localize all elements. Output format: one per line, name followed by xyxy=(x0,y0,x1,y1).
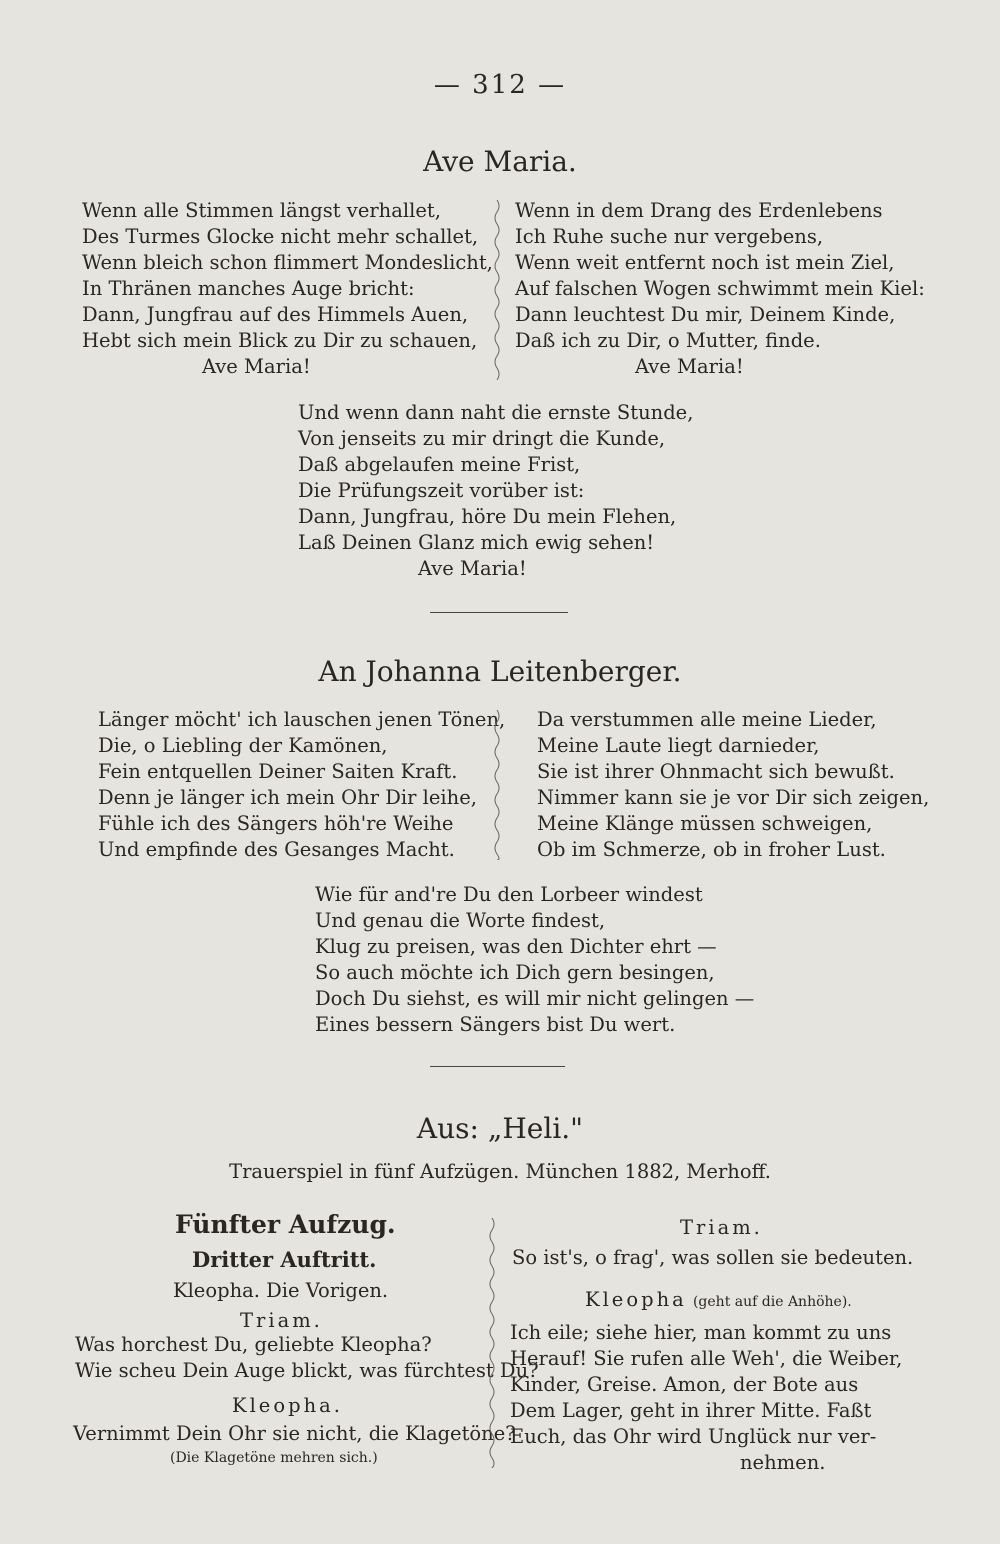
verse-line: Klug zu preisen, was den Dichter ehrt — xyxy=(315,935,717,958)
stage-direction: (Die Klagetöne mehren sich.) xyxy=(170,1450,378,1466)
verse-line: Sie ist ihrer Ohnmacht sich bewußt. xyxy=(537,760,895,783)
verse-line: Von jenseits zu mir dringt die Kunde, xyxy=(298,427,666,450)
excerpt-title-heli: Aus: „Heli." xyxy=(416,1112,584,1145)
dialogue-line: Herauf! Sie rufen alle Weh', die Weiber, xyxy=(510,1347,903,1370)
ave-maria-center-stanza xyxy=(298,400,693,582)
page-number: — 312 — xyxy=(433,70,567,100)
verse-refrain: Ave Maria! xyxy=(635,355,744,378)
johanna-right-stanza xyxy=(537,707,929,863)
section-divider xyxy=(430,1066,565,1067)
verse-line: Und empfinde des Gesanges Macht. xyxy=(98,838,455,861)
stage-direction: (geht auf die Anhöhe). xyxy=(692,1294,852,1310)
scene-heading: Dritter Auftritt. xyxy=(192,1247,377,1272)
verse-line: Eines bessern Sängers bist Du wert. xyxy=(315,1013,676,1036)
verse-line: Meine Laute liegt darnieder, xyxy=(537,734,820,757)
dialogue-line: So ist's, o frag', was sollen sie bedeuten. xyxy=(512,1246,914,1269)
verse-line: Wenn in dem Drang des Erdenlebens xyxy=(515,199,883,222)
ave-maria-left-stanza xyxy=(82,198,493,380)
verse-line: Denn je länger ich mein Ohr Dir leihe, xyxy=(98,786,477,809)
verse-line: So auch möchte ich Dich gern besingen, xyxy=(315,961,715,984)
dialogue-line: nehmen. xyxy=(740,1451,826,1474)
verse-refrain: Ave Maria! xyxy=(418,557,527,580)
dialogue-line: Vernimmt Dein Ohr sie nicht, die Klagetöne? xyxy=(73,1422,516,1445)
verse-line: Nimmer kann sie je vor Dir sich zeigen, xyxy=(537,786,930,809)
verse-line: Meine Klänge müssen schweigen, xyxy=(537,812,873,835)
ave-maria-right-stanza xyxy=(515,198,925,380)
verse-line: Hebt sich mein Blick zu Dir zu schauen, xyxy=(82,329,478,352)
verse-line: Doch Du siehst, es will mir nicht gelingen — xyxy=(315,987,755,1010)
speaker-with-direction xyxy=(585,1288,852,1311)
verse-line: Laß Deinen Glanz mich ewig sehen! xyxy=(298,531,655,554)
speaker-name: Triam. xyxy=(680,1216,763,1239)
dialogue-line: Was horchest Du, geliebte Kleopha? xyxy=(75,1333,432,1356)
poem-title-ave-maria: Ave Maria. xyxy=(423,145,577,178)
speaker-name: Kleopha. xyxy=(232,1394,343,1417)
verse-line: Fein entquellen Deiner Saiten Kraft. xyxy=(98,760,458,783)
column-divider-wavy xyxy=(493,200,501,380)
dialogue-lines xyxy=(510,1320,902,1476)
section-divider xyxy=(430,612,568,613)
column-divider-wavy xyxy=(488,1218,496,1468)
johanna-left-stanza xyxy=(98,707,505,863)
verse-line: In Thränen manches Auge bricht: xyxy=(82,277,415,300)
dialogue-line: Kinder, Greise. Amon, der Bote aus xyxy=(510,1373,859,1396)
verse-line: Wenn weit entfernt noch ist mein Ziel, xyxy=(515,251,895,274)
verse-line: Länger möcht' ich lauschen jenen Tönen, xyxy=(98,708,506,731)
verse-line: Des Turmes Glocke nicht mehr schallet, xyxy=(82,225,479,248)
verse-line: Ob im Schmerze, ob in froher Lust. xyxy=(537,838,886,861)
verse-line: Und wenn dann naht die ernste Stunde, xyxy=(298,401,694,424)
column-divider-wavy xyxy=(493,710,501,860)
verse-refrain: Ave Maria! xyxy=(202,355,311,378)
verse-line: Auf falschen Wogen schwimmt mein Kiel: xyxy=(515,277,925,300)
johanna-center-stanza xyxy=(315,882,754,1038)
poem-title-johanna: An Johanna Leitenberger. xyxy=(318,655,682,688)
dialogue-line: Wie scheu Dein Auge blickt, was fürchtest Du? xyxy=(75,1359,539,1382)
verse-line: Daß ich zu Dir, o Mutter, finde. xyxy=(515,329,821,352)
verse-line: Wie für and're Du den Lorbeer windest xyxy=(315,883,703,906)
dialogue-lines xyxy=(75,1332,539,1384)
verse-line: Ich Ruhe suche nur vergebens, xyxy=(515,225,824,248)
verse-line: Wenn alle Stimmen längst verhallet, xyxy=(82,199,441,222)
excerpt-subtitle: Trauerspiel in fünf Aufzügen. München 1882, Merhoff. xyxy=(229,1160,771,1183)
verse-line: Und genau die Worte findest, xyxy=(315,909,606,932)
act-heading: Fünfter Aufzug. xyxy=(175,1210,396,1239)
speaker-name: Kleopha xyxy=(585,1288,687,1311)
dialogue-line: Ich eile; siehe hier, man kommt zu uns xyxy=(510,1321,892,1344)
verse-line: Da verstummen alle meine Lieder, xyxy=(537,708,877,731)
verse-line: Fühle ich des Sängers höh're Weihe xyxy=(98,812,454,835)
verse-line: Daß abgelaufen meine Frist, xyxy=(298,453,581,476)
verse-line: Dann, Jungfrau auf des Himmels Auen, xyxy=(82,303,469,326)
dialogue-line: Dem Lager, geht in ihrer Mitte. Faßt xyxy=(510,1399,872,1422)
verse-line: Die Prüfungszeit vorüber ist: xyxy=(298,479,585,502)
cast-line: Kleopha. Die Vorigen. xyxy=(173,1279,389,1302)
verse-line: Dann, Jungfrau, höre Du mein Flehen, xyxy=(298,505,677,528)
verse-line: Wenn bleich schon flimmert Mondeslicht, xyxy=(82,251,493,274)
verse-line: Die, o Liebling der Kamönen, xyxy=(98,734,388,757)
speaker-name: Triam. xyxy=(240,1309,323,1332)
dialogue-line: Euch, das Ohr wird Unglück nur ver- xyxy=(510,1425,877,1448)
verse-line: Dann leuchtest Du mir, Deinem Kinde, xyxy=(515,303,896,326)
